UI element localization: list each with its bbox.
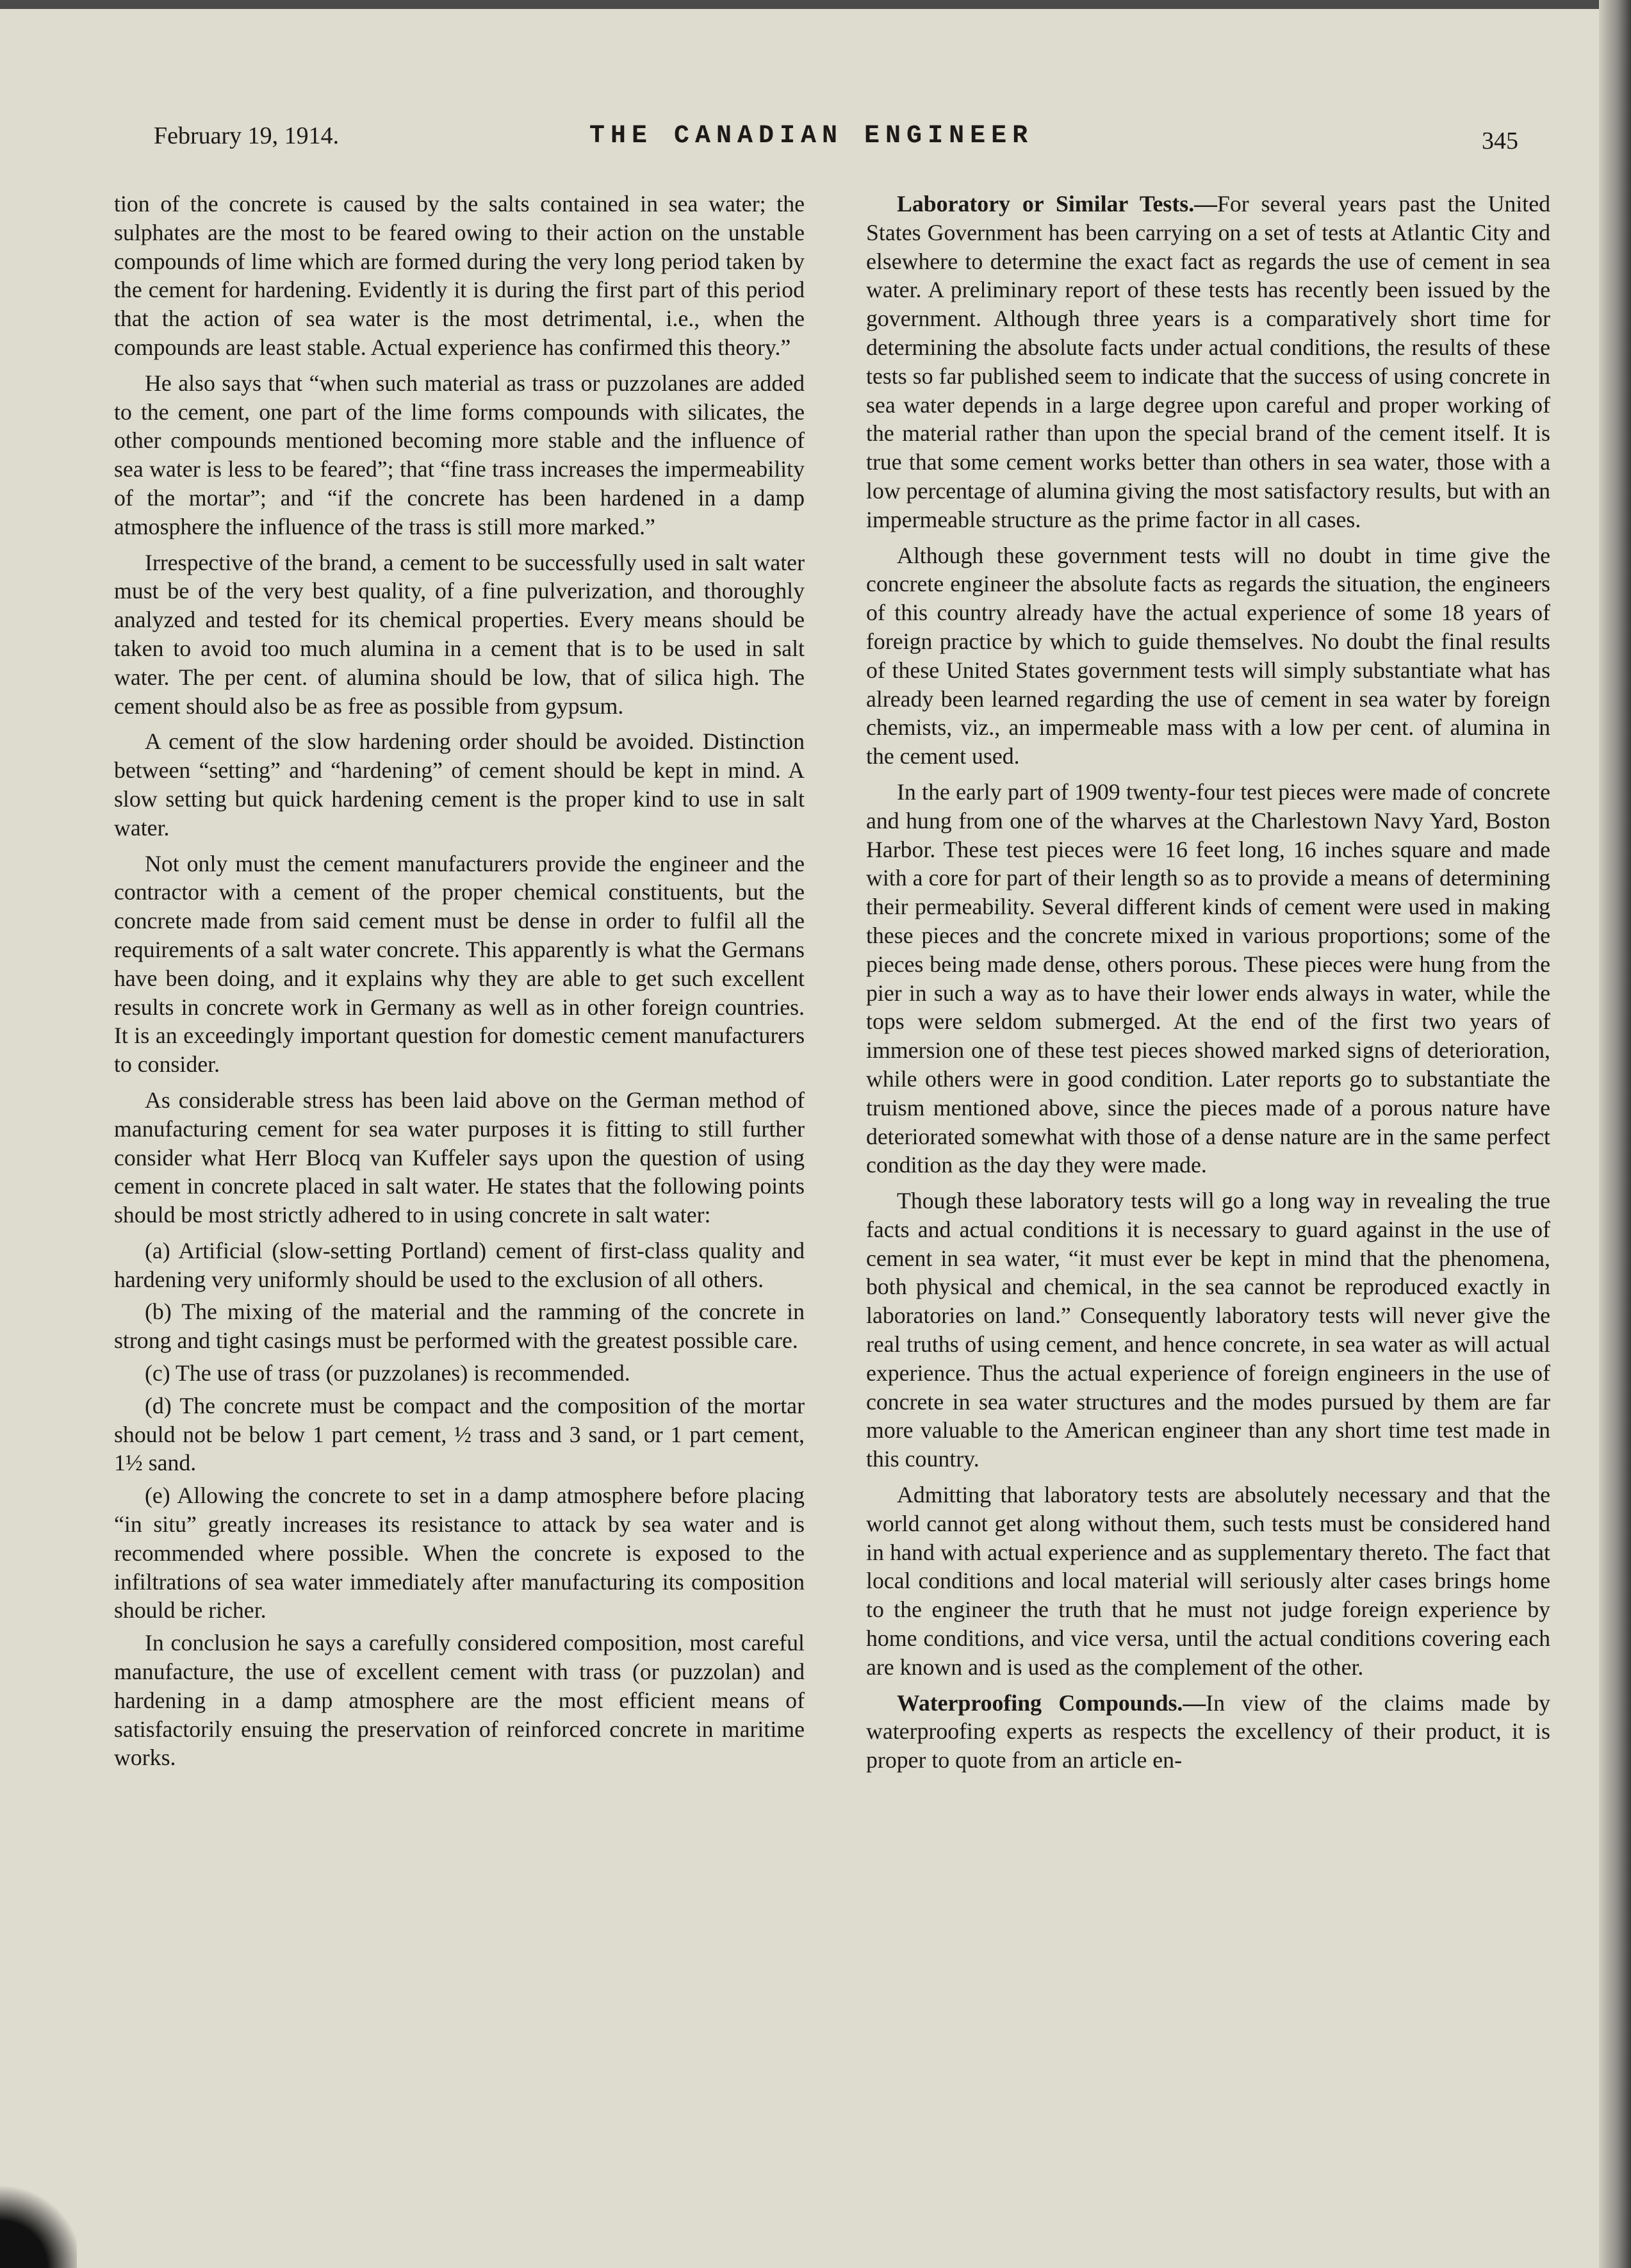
section-heading: Laboratory or Similar Tests.— — [897, 191, 1217, 217]
left-column — [114, 190, 805, 2201]
page-number: 345 — [1482, 127, 1518, 154]
issue-date: February 19, 1914. — [154, 122, 340, 149]
corner-shadow — [0, 2178, 77, 2268]
list-item: (d) The concrete must be compact and the composition of the mortar should not be below 1 part cement, ½ trass and 3 sand, or 1 part cement, 1½ sand. — [114, 1392, 805, 1476]
paragraph: As considerable stress has been laid above on the German method of manufacturing cement for sea water purposes it is fitting to still further consider what Herr Blocq van Kuffeler says upon the question of using cement in concrete placed in salt water. He states that the following points should be most strictly adhered to in using concrete in salt water: — [114, 1087, 805, 1228]
paragraph: Not only must the cement manufacturers provide the engineer and the contractor with a cement of the proper chemical constituents, but the concrete made from said cement must be dense in order to fulfil all the requirements of a salt water concrete. This apparently is what the Germans have been doing, and it explains why they are able to get such excellent results in concrete work in Germany as well as in other foreign countries. It is an exceedingly important question for domestic cement manufacturers to consider. — [114, 850, 805, 1078]
paragraph: He also says that “when such material as trass or puzzolanes are added to the cement, one part of the lime forms compounds with silicates, the other compounds mentioned becoming more stable and the influence of sea water is less to be feared”; that “fine trass increases the impermeability of the mortar”; and “if the concrete has been hardened in a damp atmosphere the influence of the trass is still more marked.” — [114, 370, 805, 539]
paragraph: In conclusion he says a carefully considered composition, most careful manufacture, the use of excellent cement with trass (or puzzolan) and hardening in a damp atmosphere are the most efficient means of satisfactorily ensuing the preservation of reinforced concrete in maritime works. — [114, 1630, 805, 1771]
list-item: (a) Artificial (slow-setting Portland) cement of first-class quality and hardening very uniformly should be used to the exclusion of all others. — [114, 1237, 805, 1292]
journal-title: THE CANADIAN ENGINEER — [589, 122, 1034, 151]
right-column — [866, 190, 1550, 2201]
paragraph — [866, 190, 1550, 534]
paragraph-text: In view of the claims made by waterproofing experts as respects the excellency of their product, it is proper to quote from an article en- — [866, 1689, 1550, 1773]
paragraph-text: For several years past the United States Government has been carrying on a set of tests at Atlantic City and elsewhere to determine the exact fact as regards the use of cement in sea water. A preliminary report of these tests has recently been issued by the government. Although three years is a comparatively short time for determining the absolute facts under actual conditions, the results of these tests so far published seem to indicate that the success of using concrete in sea water depends in a large degree upon careful and proper working of the material rather than upon the special brand of the cement itself. It is true that some cement works better than others in sea water, those with a low percentage of alumina giving the most satisfactory results, but with an impermeable structure as the prime factor in all cases. — [866, 191, 1550, 532]
running-header — [154, 122, 1518, 160]
list-item: (b) The mixing of the material and the ramming of the concrete in strong and tight casings must be performed with the greatest possible care. — [114, 1299, 805, 1354]
paragraph: In the early part of 1909 twenty-four test pieces were made of concrete and hung from one of the wharves at the Charlestown Navy Yard, Boston Harbor. These test pieces were 16 feet long, 16 inches square and made with a core for part of their length so as to provide a means of determining their permeability. Several different kinds of cement were used in making these pieces and the concrete mixed in various proportions; some of the pieces being made dense, others porous. These pieces were hung from the pier in such a way as to have their lower ends always in water, while the tops were seldom submerged. At the end of the first two years of immersion one of these test pieces showed marked signs of deterioration, while others were in good condition. Later reports go to substantiate the truism mentioned above, since the pieces made of a porous nature have deteriorated somewhat with those of a dense nature are in the same perfect condition as the day they were made. — [866, 778, 1550, 1178]
paragraph: Although these government tests will no doubt in time give the concrete engineer the absolute facts as regards the situation, the engineers of this country already have the actual experience of some 18 years of foreign practice by which to guide themselves. No doubt the final results of these United States government tests will simply substantiate what has already been learned regarding the use of cement in sea water by foreign chemists, viz., an impermeable mass with a low per cent. of alumina in the cement used. — [866, 542, 1550, 769]
list-item: (c) The use of trass (or puzzolanes) is recommended. — [145, 1360, 630, 1386]
page-top-edge — [0, 0, 1631, 9]
paragraph: Irrespective of the brand, a cement to be successfully used in salt water must be of the very best quality, of a fine pulverization, and thoroughly analyzed and tested for its chemical properties. Every means should be taken to avoid too much alumina in a cement that is to be used in salt water. The per cent. of alumina should be low, that of silica high. The cement should also be as free as possible from gypsum. — [114, 549, 805, 719]
page-binding-edge — [1599, 0, 1631, 2268]
list-item: (e) Allowing the concrete to set in a damp atmosphere before placing “in situ” greatly increases its resistance to attack by sea water and is recommended where possible. When the concrete is exposed to the infiltrations of sea water immediately after manufacturing its composition should be richer. — [114, 1483, 805, 1623]
paragraph: Though these laboratory tests will go a long way in revealing the true facts and actual conditions it is necessary to guard against in the use of cement in sea water, “it must ever be kept in mind that the phenomena, both physical and chemical, in the sea cannot be reproduced exactly in laboratories on land.” Consequently laboratory tests will never give the real truths of using cement, and hence concrete, in sea water as will actual experience. Thus the actual experience of foreign engineers in the use of concrete in sea water structures and the modes pursued by them are far more valuable to the American engineer than any short time test made in this country. — [866, 1188, 1550, 1472]
paragraph — [866, 1689, 1550, 1775]
paragraph: A cement of the slow hardening order should be avoided. Distinction between “setting” and “hardening” of cement should be kept in mind. A slow setting but quick hardening cement is the proper kind to use in salt water. — [114, 728, 805, 841]
section-heading: Waterproofing Compounds.— — [897, 1689, 1206, 1716]
paragraph: tion of the concrete is caused by the salts contained in sea water; the sulphates are the most to be feared owing to their action on the unstable compounds of lime which are formed during the very long period taken by the cement for hardening. Evidently it is during the first part of this period that the action of sea water is the most detrimental, i.e., when the compounds are least stable. Actual experience has confirmed this theory.” — [114, 191, 805, 360]
paragraph: Admitting that laboratory tests are absolutely necessary and that the world cannot get along without them, such tests must be considered hand in hand with actual experience and as supplementary thereto. The fact that local conditions and local material will seriously alter cases brings home to the engineer the truth that he must not judge foreign experience by home conditions, and vice versa, until the actual conditions covering each are known and is used as the complement of the other. — [866, 1482, 1550, 1680]
